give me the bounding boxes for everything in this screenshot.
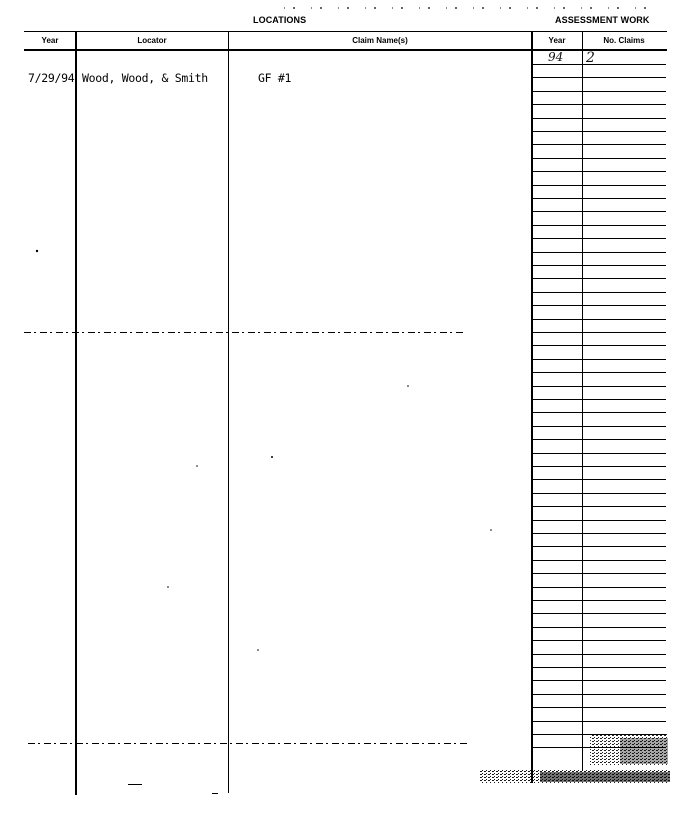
ledger-row-rule — [532, 225, 666, 226]
column-header-no-claims: No. Claims — [603, 36, 645, 45]
ledger-row-rule — [532, 64, 666, 65]
ledger-row-rule — [532, 479, 666, 480]
ledger-row-rule — [532, 587, 666, 588]
ledger-row-rule — [532, 118, 666, 119]
ledger-row-rule — [532, 158, 666, 159]
ledger-row-rule — [532, 600, 666, 601]
ledger-row-rule — [532, 546, 666, 547]
ledger-row-rule — [532, 453, 666, 454]
ledger-row-rule — [532, 332, 666, 333]
ledger-row-rule — [532, 359, 666, 360]
ledger-row-rule — [532, 131, 666, 132]
ledger-row-rule — [532, 680, 666, 681]
ledger-row-rule — [532, 185, 666, 186]
ledger-row-rule — [532, 506, 666, 507]
ledger-row-rule — [532, 627, 666, 628]
ledger-row-rule — [532, 694, 666, 695]
ledger-row-rule — [532, 707, 666, 708]
ledger-row-rule — [532, 734, 666, 735]
column-header-locator: Locator — [137, 36, 167, 45]
column-divider-assessment-year-count — [582, 31, 583, 771]
ledger-row-rule — [532, 654, 666, 655]
ledger-row-rule — [532, 466, 666, 467]
ledger-row-rule — [532, 439, 666, 440]
fold-line-lower — [28, 743, 468, 744]
ledger-row-rule — [532, 493, 666, 494]
ledger-row-rule — [532, 560, 666, 561]
ledger-row-rule — [532, 292, 666, 293]
ledger-row-rule — [532, 77, 666, 78]
ledger-row-rule — [532, 278, 666, 279]
ledger-row-rule — [532, 426, 666, 427]
ledger-row-rule — [532, 171, 666, 172]
ledger-row-rule — [532, 144, 666, 145]
entry-claim-name: GF #1 — [258, 71, 292, 85]
ledger-row-rule — [532, 640, 666, 641]
ledger-row-rule — [532, 372, 666, 373]
ledger-row-rule — [532, 747, 666, 748]
fold-line-upper — [24, 332, 464, 333]
ledger-row-rule — [532, 399, 666, 400]
locations-title: LOCATIONS — [253, 15, 307, 25]
ledger-row-rule — [532, 305, 666, 306]
ledger-row-rule — [532, 319, 666, 320]
ledger-row-rule — [532, 211, 666, 212]
assessment-entry-year: 94 — [548, 50, 564, 64]
ledger-row-rule — [532, 721, 666, 722]
ledger-row-rule — [532, 412, 666, 413]
ledger-row-rule — [532, 104, 666, 105]
column-divider-year-locator — [75, 31, 77, 795]
ledger-row-rule — [532, 238, 666, 239]
ledger-row-rule — [532, 613, 666, 614]
scan-noise-top — [284, 7, 660, 9]
entry-locator: Wood, Wood, & Smith — [82, 71, 208, 85]
entry-year: 7/29/94 — [28, 71, 75, 85]
ledger-row-rule — [532, 386, 666, 387]
header-top-rule — [24, 31, 667, 32]
ledger-row-rule — [532, 198, 666, 199]
ledger-row-rule — [532, 265, 666, 266]
ledger-row-rule — [532, 573, 666, 574]
column-header-year: Year — [41, 36, 59, 45]
assessment-entry-no-claims: 2 — [586, 50, 595, 66]
column-header-assessment-year: Year — [548, 36, 566, 45]
ledger-row-rule — [532, 252, 666, 253]
column-divider-locator-claims — [228, 31, 229, 793]
column-header-claim-names: Claim Name(s) — [352, 36, 408, 45]
header-bottom-rule — [24, 49, 667, 51]
ledger-row-rule — [532, 345, 666, 346]
assessment-work-title: ASSESSMENT WORK — [555, 15, 650, 25]
ledger-row-rule — [532, 667, 666, 668]
ledger-row-rule — [532, 520, 666, 521]
ledger-row-rule — [532, 533, 666, 534]
ledger-row-rule — [532, 91, 666, 92]
